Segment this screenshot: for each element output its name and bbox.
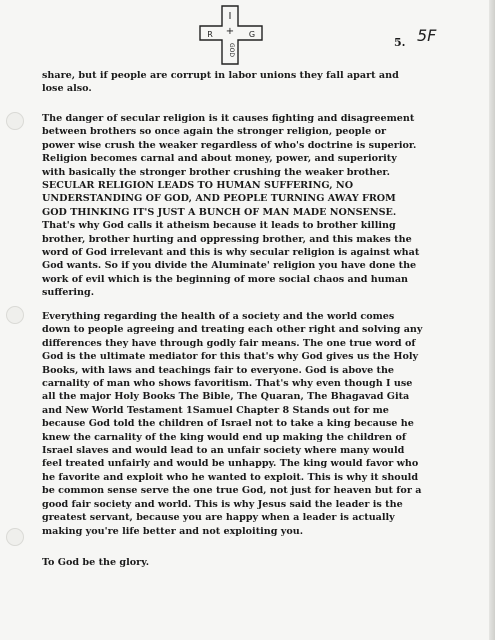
paragraph-line: share, but if people are corrupt in labor unions they fall apart and [42, 70, 399, 81]
page-edge [489, 0, 495, 640]
cross-letter-right: G [248, 30, 256, 39]
binder-hole-bottom [6, 528, 24, 546]
paragraph-line: with basically the stronger brother crushing the weaker brother. [42, 166, 390, 178]
paragraph-line: feel treated unfairly and would be unhappy. The king would favor who [42, 458, 419, 470]
paragraph-line: GOD THINKING IT'S JUST A BUNCH OF MAN MADE NONSENSE. [42, 206, 397, 218]
paragraph-line: knew the carnality of the king would end up making the children of [42, 431, 406, 443]
paragraph-line: power wise crush the weaker regardless of who's doctrine is superior. [42, 139, 417, 151]
closing-line: To God be the glory. [42, 557, 150, 568]
paragraph-line: God is the ultimate mediator for this that's why God gives us the Holy [42, 351, 419, 363]
paragraph-line: greatest servant, because you are happy when a leader is actually [42, 512, 395, 524]
binder-hole-top [6, 112, 24, 130]
cross-letter-lower: GOD [228, 43, 235, 57]
paragraph-line: good fair society and world. This is why Jesus said the leader is the [42, 498, 403, 510]
binder-hole-middle [6, 306, 24, 324]
paragraph-line: lose also. [42, 83, 92, 95]
paragraph-line: suffering. [42, 287, 95, 299]
paragraph-line: word of God irrelevant and this is why secular religion is against what [42, 247, 420, 259]
paragraph-line: That's why God calls it atheism because it leads to brother killing [42, 220, 396, 232]
paragraph-line: The danger of secular religion is it causes fighting and disagreement [42, 113, 415, 124]
paragraph-line: all the major Holy Books The Bible, The Quaran, The Bhagavad Gita [42, 391, 410, 403]
paragraph-1 [42, 69, 452, 96]
paragraph-line: because God told the children of Israel not to take a king because he [42, 418, 414, 430]
cross-letter-center: + [225, 26, 235, 37]
paragraph-3 [42, 310, 452, 538]
paragraph-line: God wants. So if you divide the Aluminate' religion you have done the [42, 260, 417, 272]
paragraph-line: making you're life better and not exploiting you. [42, 525, 304, 537]
paragraph-line: Israel slaves and would lead to an unfair society where many would [42, 445, 405, 457]
paragraph-line: and New World Testament 1Samuel Chapter 8 Stands out for me [42, 404, 389, 416]
paragraph-line: he favorite and exploit who he wanted to exploit. This is why it should [42, 471, 419, 483]
cross-letter-left: R [207, 30, 213, 39]
paragraph-line: between brothers so once again the stronger religion, people or [42, 126, 387, 138]
paragraph-line: differences they have through godly fair means. The one true word of [42, 337, 416, 349]
paragraph-line: SECULAR RELIGION LEADS TO HUMAN SUFFERING, NO [42, 180, 354, 192]
paragraph-line: brother, brother hurting and oppressing brother, and this makes the [42, 233, 412, 245]
hand-drawn-cross-icon [196, 4, 266, 66]
paragraph-line: Everything regarding the health of a society and the world comes [42, 311, 395, 322]
paragraph-line: Religion becomes carnal and about money, power, and superiority [42, 153, 397, 165]
handwritten-page-mark: 5F [417, 26, 437, 45]
paragraph-line: be common sense serve the one true God, not just for heaven but for a [42, 485, 422, 497]
paragraph-line: UNDERSTANDING OF GOD, AND PEOPLE TURNING AWAY FROM [42, 193, 396, 205]
page-number: 5. [394, 36, 406, 49]
paragraph-line: carnality of man who shows favoritism. That's why even though I use [42, 378, 413, 390]
paragraph-2 [42, 112, 452, 300]
paragraph-line: work of evil which is the beginning of more social chaos and human [42, 273, 409, 285]
cross-letter-top: I [228, 11, 232, 22]
paragraph-line: down to people agreeing and treating each other right and solving any [42, 324, 423, 336]
paragraph-line: Books, with laws and teachings fair to everyone. God is above the [42, 364, 395, 376]
